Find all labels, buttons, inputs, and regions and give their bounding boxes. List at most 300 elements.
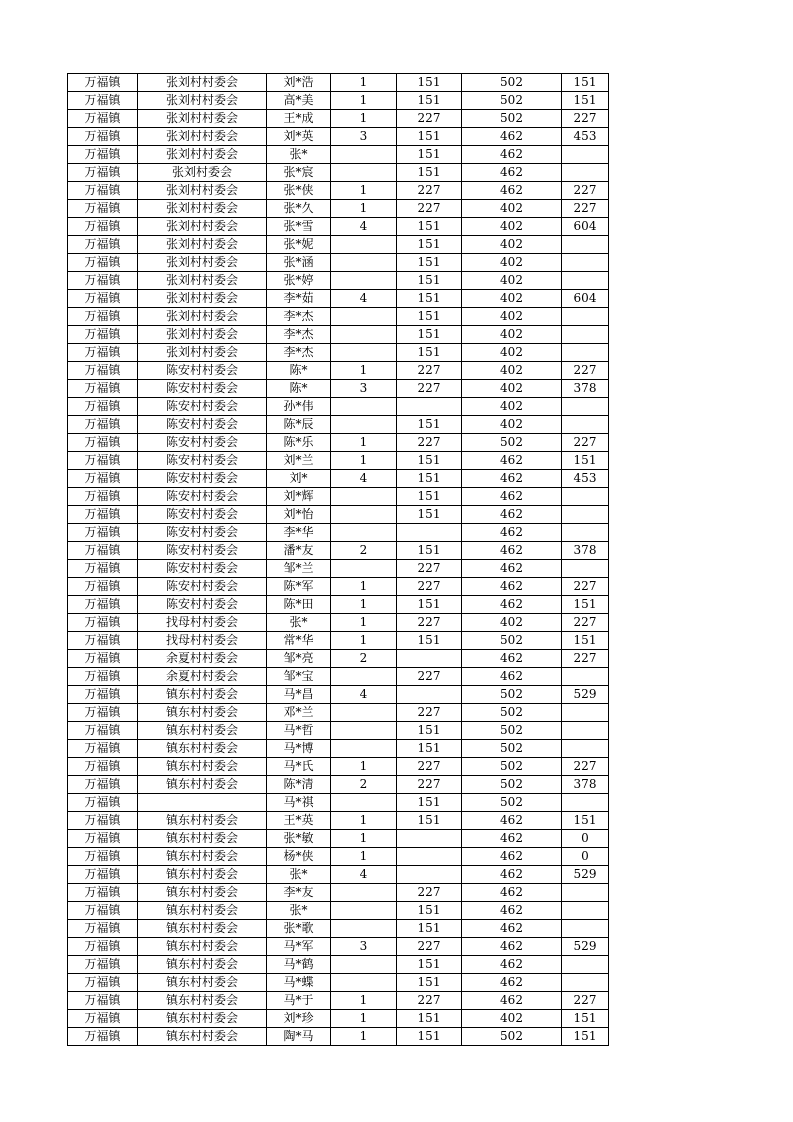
town-cell: 万福镇 [68,974,138,992]
total-cell [562,488,609,506]
amount-b-cell: 502 [462,74,562,92]
table-row [68,1010,609,1028]
village-committee-cell: 张刘村村委会 [138,128,267,146]
amount-b-cell: 462 [462,938,562,956]
town-cell: 万福镇 [68,326,138,344]
table-row [68,776,609,794]
name-cell: 邹*宝 [267,668,331,686]
town-cell: 万福镇 [68,146,138,164]
village-committee-cell: 余夏村村委会 [138,650,267,668]
table-row [68,92,609,110]
name-cell: 张*婷 [267,272,331,290]
household-count-cell [331,902,397,920]
household-count-cell [331,884,397,902]
amount-a-cell: 227 [397,758,462,776]
household-count-cell: 1 [331,578,397,596]
table-row [68,974,609,992]
amount-a-cell: 227 [397,380,462,398]
total-cell [562,308,609,326]
table-row [68,452,609,470]
amount-a-cell: 227 [397,884,462,902]
town-cell: 万福镇 [68,830,138,848]
household-count-cell: 1 [331,1010,397,1028]
table-row [68,254,609,272]
household-count-cell: 3 [331,938,397,956]
name-cell: 常*华 [267,632,331,650]
amount-a-cell: 151 [397,902,462,920]
amount-b-cell: 502 [462,722,562,740]
town-cell: 万福镇 [68,614,138,632]
village-committee-cell: 镇东村村委会 [138,938,267,956]
amount-b-cell: 502 [462,686,562,704]
name-cell: 杨*侠 [267,848,331,866]
household-count-cell [331,272,397,290]
household-count-cell: 4 [331,686,397,704]
table-row [68,164,609,182]
amount-b-cell: 462 [462,542,562,560]
amount-b-cell: 502 [462,794,562,812]
village-committee-cell: 镇东村村委会 [138,920,267,938]
amount-a-cell: 151 [397,254,462,272]
name-cell: 张*涵 [267,254,331,272]
amount-b-cell: 502 [462,758,562,776]
village-committee-cell: 陈安村村委会 [138,416,267,434]
village-committee-cell: 张刘村村委会 [138,200,267,218]
table-row [68,704,609,722]
village-committee-cell: 镇东村村委会 [138,686,267,704]
name-cell: 张* [267,614,331,632]
name-cell: 马*氏 [267,758,331,776]
household-count-cell: 3 [331,380,397,398]
town-cell: 万福镇 [68,92,138,110]
amount-a-cell: 151 [397,1028,462,1046]
table-row [68,722,609,740]
town-cell: 万福镇 [68,434,138,452]
total-cell: 227 [562,578,609,596]
amount-b-cell: 502 [462,632,562,650]
amount-a-cell [397,848,462,866]
household-count-cell [331,668,397,686]
table-row [68,560,609,578]
household-count-cell [331,308,397,326]
amount-b-cell: 402 [462,398,562,416]
name-cell: 王*英 [267,812,331,830]
amount-a-cell [397,650,462,668]
village-committee-cell: 张刘村村委会 [138,344,267,362]
table-row [68,884,609,902]
village-committee-cell: 镇东村村委会 [138,956,267,974]
amount-b-cell: 462 [462,470,562,488]
name-cell: 王*成 [267,110,331,128]
total-cell: 151 [562,74,609,92]
total-cell [562,902,609,920]
amount-a-cell: 227 [397,434,462,452]
amount-a-cell: 151 [397,722,462,740]
town-cell: 万福镇 [68,506,138,524]
amount-b-cell: 462 [462,182,562,200]
name-cell: 高*美 [267,92,331,110]
amount-b-cell: 402 [462,290,562,308]
table-row [68,1028,609,1046]
total-cell [562,722,609,740]
village-committee-cell: 张刘村委会 [138,164,267,182]
town-cell: 万福镇 [68,200,138,218]
household-count-cell [331,344,397,362]
amount-a-cell: 151 [397,92,462,110]
total-cell [562,974,609,992]
household-count-cell [331,164,397,182]
total-cell: 227 [562,614,609,632]
total-cell [562,884,609,902]
household-count-cell [331,416,397,434]
village-committee-cell: 陈安村村委会 [138,578,267,596]
total-cell [562,920,609,938]
town-cell: 万福镇 [68,884,138,902]
amount-b-cell: 462 [462,902,562,920]
village-committee-cell [138,794,267,812]
name-cell: 张*妮 [267,236,331,254]
total-cell: 378 [562,542,609,560]
total-cell [562,560,609,578]
village-committee-cell: 陈安村村委会 [138,596,267,614]
town-cell: 万福镇 [68,74,138,92]
name-cell: 张*侠 [267,182,331,200]
name-cell: 李*茹 [267,290,331,308]
amount-a-cell: 227 [397,704,462,722]
table-row [68,596,609,614]
amount-b-cell: 462 [462,650,562,668]
household-count-cell [331,560,397,578]
amount-a-cell: 151 [397,236,462,254]
town-cell: 万福镇 [68,128,138,146]
table-row [68,632,609,650]
total-cell [562,794,609,812]
household-count-cell [331,722,397,740]
amount-b-cell: 462 [462,578,562,596]
village-committee-cell: 镇东村村委会 [138,866,267,884]
name-cell: 马*祺 [267,794,331,812]
total-cell: 151 [562,92,609,110]
household-count-cell: 1 [331,110,397,128]
household-count-cell: 4 [331,290,397,308]
town-cell: 万福镇 [68,110,138,128]
table-row [68,434,609,452]
total-cell [562,272,609,290]
total-cell: 0 [562,830,609,848]
table-row [68,848,609,866]
town-cell: 万福镇 [68,650,138,668]
village-committee-cell: 陈安村村委会 [138,506,267,524]
total-cell: 604 [562,290,609,308]
total-cell: 227 [562,182,609,200]
amount-a-cell: 227 [397,182,462,200]
amount-a-cell: 151 [397,344,462,362]
total-cell: 227 [562,758,609,776]
amount-b-cell: 402 [462,614,562,632]
amount-a-cell: 227 [397,992,462,1010]
amount-a-cell [397,866,462,884]
table-row [68,272,609,290]
amount-a-cell [397,398,462,416]
amount-b-cell: 462 [462,992,562,1010]
table-row [68,74,609,92]
amount-a-cell: 151 [397,812,462,830]
household-count-cell: 1 [331,1028,397,1046]
amount-b-cell: 462 [462,452,562,470]
name-cell: 邹*亮 [267,650,331,668]
town-cell: 万福镇 [68,308,138,326]
town-cell: 万福镇 [68,164,138,182]
household-count-cell [331,794,397,812]
village-committee-cell: 张刘村村委会 [138,218,267,236]
village-committee-cell: 镇东村村委会 [138,1028,267,1046]
table-row [68,866,609,884]
name-cell: 张*宸 [267,164,331,182]
amount-b-cell: 462 [462,812,562,830]
amount-b-cell: 502 [462,92,562,110]
village-committee-cell: 镇东村村委会 [138,722,267,740]
name-cell: 李*友 [267,884,331,902]
village-committee-cell: 陈安村村委会 [138,542,267,560]
spreadsheet-page [67,73,609,1046]
village-committee-cell: 陈安村村委会 [138,398,267,416]
household-count-cell: 4 [331,218,397,236]
amount-b-cell: 402 [462,200,562,218]
town-cell: 万福镇 [68,578,138,596]
household-count-cell [331,488,397,506]
household-count-cell: 2 [331,776,397,794]
amount-b-cell: 462 [462,146,562,164]
table-row [68,686,609,704]
amount-b-cell: 462 [462,866,562,884]
table-row [68,938,609,956]
town-cell: 万福镇 [68,596,138,614]
total-cell [562,344,609,362]
amount-b-cell: 402 [462,308,562,326]
total-cell: 151 [562,596,609,614]
amount-b-cell: 462 [462,164,562,182]
amount-a-cell: 151 [397,146,462,164]
name-cell: 邹*兰 [267,560,331,578]
village-committee-cell: 张刘村村委会 [138,254,267,272]
table-row [68,668,609,686]
town-cell: 万福镇 [68,722,138,740]
household-count-cell: 1 [331,632,397,650]
total-cell [562,704,609,722]
total-cell [562,164,609,182]
amount-b-cell: 462 [462,974,562,992]
town-cell: 万福镇 [68,380,138,398]
village-committee-cell: 张刘村村委会 [138,290,267,308]
household-count-cell: 1 [331,830,397,848]
village-committee-cell: 张刘村村委会 [138,326,267,344]
name-cell: 马*鹤 [267,956,331,974]
town-cell: 万福镇 [68,452,138,470]
name-cell: 张* [267,146,331,164]
amount-a-cell: 227 [397,200,462,218]
household-count-cell: 1 [331,614,397,632]
amount-b-cell: 502 [462,434,562,452]
town-cell: 万福镇 [68,290,138,308]
total-cell: 227 [562,200,609,218]
amount-b-cell: 402 [462,254,562,272]
amount-a-cell: 151 [397,74,462,92]
total-cell [562,740,609,758]
town-cell: 万福镇 [68,704,138,722]
total-cell: 151 [562,632,609,650]
amount-a-cell: 151 [397,272,462,290]
household-count-cell: 4 [331,866,397,884]
village-committee-cell: 张刘村村委会 [138,92,267,110]
household-count-cell [331,974,397,992]
village-committee-cell: 镇东村村委会 [138,740,267,758]
total-cell: 227 [562,992,609,1010]
town-cell: 万福镇 [68,272,138,290]
amount-a-cell: 227 [397,938,462,956]
name-cell: 张* [267,902,331,920]
table-row [68,902,609,920]
household-count-cell [331,254,397,272]
table-row [68,416,609,434]
table-row [68,380,609,398]
amount-a-cell: 151 [397,794,462,812]
table-row [68,344,609,362]
village-committee-cell: 镇东村村委会 [138,974,267,992]
amount-a-cell: 227 [397,668,462,686]
name-cell: 陈* [267,362,331,380]
household-count-cell [331,236,397,254]
amount-b-cell: 402 [462,362,562,380]
total-cell [562,416,609,434]
village-committee-cell: 镇东村村委会 [138,1010,267,1028]
table-row [68,578,609,596]
table-row [68,524,609,542]
household-count-cell [331,326,397,344]
table-row [68,488,609,506]
total-cell: 378 [562,776,609,794]
village-committee-cell: 陈安村村委会 [138,434,267,452]
amount-a-cell: 151 [397,632,462,650]
amount-b-cell: 402 [462,416,562,434]
household-count-cell [331,146,397,164]
total-cell: 227 [562,650,609,668]
household-count-cell: 1 [331,452,397,470]
amount-a-cell: 151 [397,542,462,560]
name-cell: 陈* [267,380,331,398]
amount-a-cell: 151 [397,488,462,506]
household-count-cell: 3 [331,128,397,146]
name-cell: 刘*珍 [267,1010,331,1028]
town-cell: 万福镇 [68,362,138,380]
table-row [68,182,609,200]
town-cell: 万福镇 [68,866,138,884]
amount-b-cell: 502 [462,1028,562,1046]
amount-a-cell: 151 [397,596,462,614]
amount-b-cell: 402 [462,218,562,236]
amount-b-cell: 402 [462,380,562,398]
table-row [68,992,609,1010]
village-committee-cell: 陈安村村委会 [138,524,267,542]
village-committee-cell: 张刘村村委会 [138,74,267,92]
town-cell: 万福镇 [68,794,138,812]
name-cell: 张*歌 [267,920,331,938]
household-count-cell: 1 [331,362,397,380]
town-cell: 万福镇 [68,344,138,362]
table-row [68,614,609,632]
amount-a-cell: 227 [397,614,462,632]
total-cell [562,236,609,254]
table-row [68,308,609,326]
amount-b-cell: 462 [462,956,562,974]
total-cell: 151 [562,812,609,830]
town-cell: 万福镇 [68,668,138,686]
name-cell: 陈*田 [267,596,331,614]
village-committee-cell: 陈安村村委会 [138,452,267,470]
table-row [68,956,609,974]
name-cell: 邓*兰 [267,704,331,722]
amount-a-cell: 227 [397,110,462,128]
household-count-cell: 1 [331,758,397,776]
amount-a-cell: 151 [397,1010,462,1028]
household-count-cell: 2 [331,542,397,560]
name-cell: 陈*辰 [267,416,331,434]
table-row [68,470,609,488]
total-cell [562,254,609,272]
household-count-cell [331,524,397,542]
name-cell: 李*华 [267,524,331,542]
name-cell: 马*博 [267,740,331,758]
town-cell: 万福镇 [68,632,138,650]
village-committee-cell: 陈安村村委会 [138,380,267,398]
table-row [68,128,609,146]
amount-b-cell: 502 [462,740,562,758]
amount-a-cell: 151 [397,956,462,974]
village-committee-cell: 镇东村村委会 [138,848,267,866]
table-row [68,200,609,218]
table-row [68,506,609,524]
total-cell [562,956,609,974]
amount-a-cell: 151 [397,416,462,434]
total-cell: 453 [562,470,609,488]
household-count-cell [331,740,397,758]
name-cell: 张*敏 [267,830,331,848]
amount-a-cell [397,830,462,848]
village-committee-cell: 找母村村委会 [138,632,267,650]
name-cell: 刘* [267,470,331,488]
town-cell: 万福镇 [68,902,138,920]
name-cell: 李*杰 [267,344,331,362]
town-cell: 万福镇 [68,416,138,434]
village-committee-cell: 镇东村村委会 [138,902,267,920]
amount-b-cell: 502 [462,110,562,128]
amount-a-cell [397,686,462,704]
town-cell: 万福镇 [68,758,138,776]
amount-a-cell: 227 [397,776,462,794]
table-row [68,326,609,344]
total-cell [562,506,609,524]
amount-b-cell: 462 [462,596,562,614]
total-cell: 529 [562,866,609,884]
village-committee-cell: 镇东村村委会 [138,758,267,776]
total-cell: 151 [562,1028,609,1046]
village-committee-cell: 张刘村村委会 [138,110,267,128]
village-committee-cell: 张刘村村委会 [138,146,267,164]
name-cell: 李*杰 [267,308,331,326]
name-cell: 马*蝶 [267,974,331,992]
table-row [68,542,609,560]
amount-b-cell: 462 [462,488,562,506]
village-committee-cell: 镇东村村委会 [138,776,267,794]
